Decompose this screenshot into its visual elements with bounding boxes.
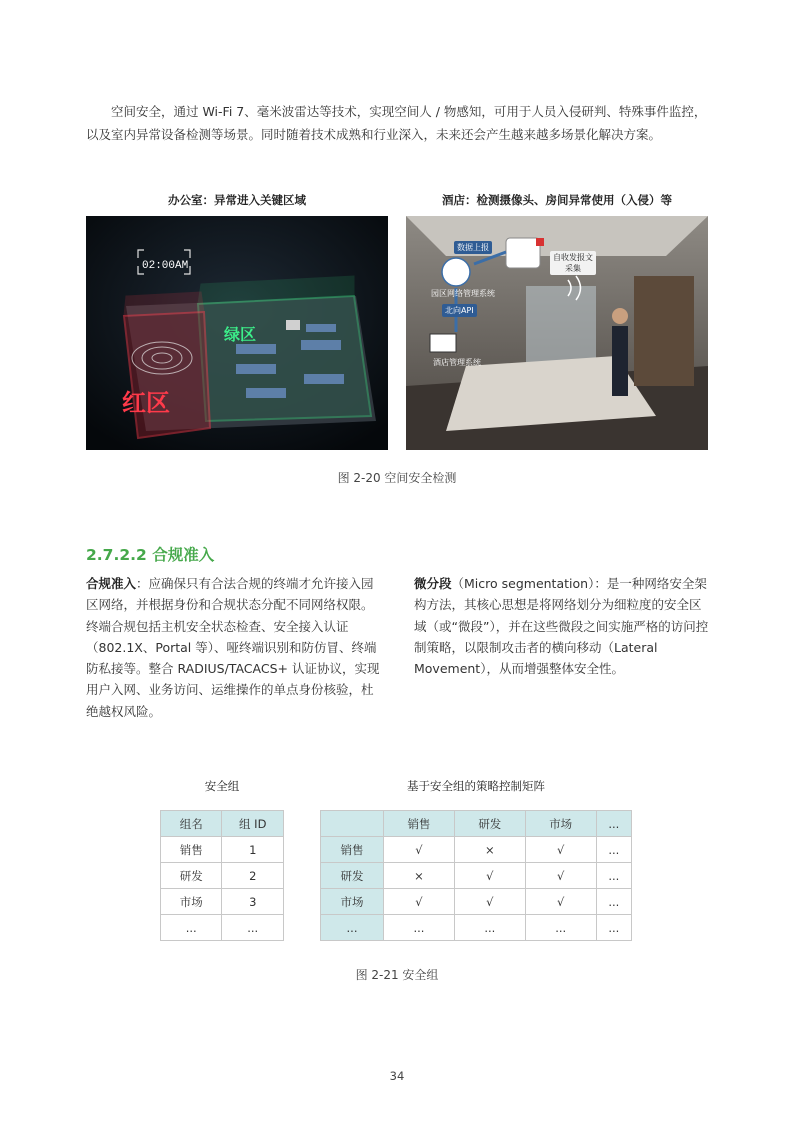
office-figure-title: 办公室：异常进入关键区域 bbox=[168, 193, 306, 207]
hotel-figure-title: 酒店：检测摄像头、房间异常使用（入侵）等 bbox=[442, 193, 672, 207]
row-header-cell: 市场 bbox=[321, 889, 384, 915]
table-cell: 市场 bbox=[161, 889, 222, 915]
hotel-system-label: 酒店管理系统 bbox=[433, 358, 481, 367]
compliance-access-term: 合规准入 bbox=[86, 576, 137, 591]
compliance-access-paragraph: 合规准入：应确保只有合法合规的终端才允许接入园区网络，并根据身份和合规状态分配不同网络权限。终端合规包括主机安全状态检查、安全接入认证（802.1X、Portal 等）、哑终端识别和防仿冒、终端防私接等。整合 RADIUS/TACACS+ 认证协议，实现用户入网、业务访问、运维操作的单点身份核验，杜绝越权风险。 bbox=[86, 576, 380, 719]
table-cell: ... bbox=[525, 915, 596, 941]
policy-matrix-title: 基于安全组的策略控制矩阵 bbox=[407, 779, 545, 793]
table-cell: ... bbox=[161, 915, 222, 941]
table-cell: ... bbox=[596, 863, 631, 889]
table-cell: × bbox=[454, 837, 525, 863]
table-cell: ... bbox=[596, 915, 631, 941]
table-cell: ... bbox=[454, 915, 525, 941]
section-heading: 2.7.2.2 合规准入 bbox=[86, 546, 215, 564]
table-row bbox=[321, 863, 632, 889]
campus-system-label: 园区网络管理系统 bbox=[431, 289, 495, 298]
row-header-cell: ... bbox=[321, 915, 384, 941]
table-cell: √ bbox=[454, 863, 525, 889]
policy-matrix-table bbox=[320, 810, 632, 941]
table-header-cell: 销售 bbox=[384, 811, 455, 837]
table-cell: 2 bbox=[222, 863, 284, 889]
table-cell: ... bbox=[222, 915, 284, 941]
table-cell: √ bbox=[384, 889, 455, 915]
row-header-cell: 销售 bbox=[321, 837, 384, 863]
micro-segmentation-paragraph: 微分段（Micro segmentation）：是一种网络安全架构方法，其核心思想是将网络划分为细粒度的安全区域（或“微段”），并在这些微段之间实施严格的访问控制策略，以限制攻击者的横向移动（Lateral Movement），从而增强整体安全性。 bbox=[414, 576, 709, 677]
table-header-row bbox=[161, 811, 284, 837]
table-cell: 研发 bbox=[161, 863, 222, 889]
security-group-title: 安全组 bbox=[204, 779, 240, 793]
table-cell: 销售 bbox=[161, 837, 222, 863]
table-row bbox=[321, 837, 632, 863]
figure-caption-2-21: 图 2-21 安全组 bbox=[355, 968, 439, 982]
table-cell: ... bbox=[596, 837, 631, 863]
hotel-room-image bbox=[406, 216, 708, 450]
table-cell: × bbox=[384, 863, 455, 889]
table-row bbox=[161, 915, 284, 941]
table-cell: √ bbox=[525, 837, 596, 863]
northbound-api-label: 北向API bbox=[442, 304, 477, 317]
intro-paragraph: 空间安全，通过 Wi-Fi 7、毫米波雷达等技术，实现空间人 / 物感知，可用于人员入侵研判、特殊事件监控，以及室内异常设备检测等场景。同时随着技术成熟和行业深入，未来还会产生越来越多场景化解决方案。 bbox=[86, 104, 707, 142]
row-header-cell: 研发 bbox=[321, 863, 384, 889]
figure-caption-2-20: 图 2-20 空间安全检测 bbox=[337, 471, 457, 485]
red-zone-label: 红区 bbox=[122, 390, 170, 417]
clock-text: 02:00AM bbox=[142, 260, 189, 272]
table-cell: 1 bbox=[222, 837, 284, 863]
table-header-cell: 市场 bbox=[525, 811, 596, 837]
table-row bbox=[321, 915, 632, 941]
green-zone-label: 绿区 bbox=[224, 327, 257, 344]
table-cell: √ bbox=[525, 863, 596, 889]
table-row bbox=[161, 889, 284, 915]
table-header-cell: ... bbox=[596, 811, 631, 837]
table-header-cell bbox=[321, 811, 384, 837]
table-header-row bbox=[321, 811, 632, 837]
table-row bbox=[161, 863, 284, 889]
table-header-cell: 研发 bbox=[454, 811, 525, 837]
table-cell: √ bbox=[384, 837, 455, 863]
table-cell: ... bbox=[384, 915, 455, 941]
table-header-cell: 组 ID bbox=[222, 811, 284, 837]
security-group-table bbox=[160, 810, 284, 941]
data-report-label: 数据上报 bbox=[454, 241, 492, 254]
table-cell: √ bbox=[454, 889, 525, 915]
table-cell: √ bbox=[525, 889, 596, 915]
collect-label: 自收发报文 采集 bbox=[550, 251, 596, 275]
table-header-cell: 组名 bbox=[161, 811, 222, 837]
table-row bbox=[161, 837, 284, 863]
table-cell: ... bbox=[596, 889, 631, 915]
office-intrusion-image bbox=[86, 216, 388, 450]
micro-segmentation-term: 微分段 bbox=[414, 576, 452, 591]
page-number: 34 bbox=[389, 1069, 405, 1083]
table-row bbox=[321, 889, 632, 915]
table-cell: 3 bbox=[222, 889, 284, 915]
